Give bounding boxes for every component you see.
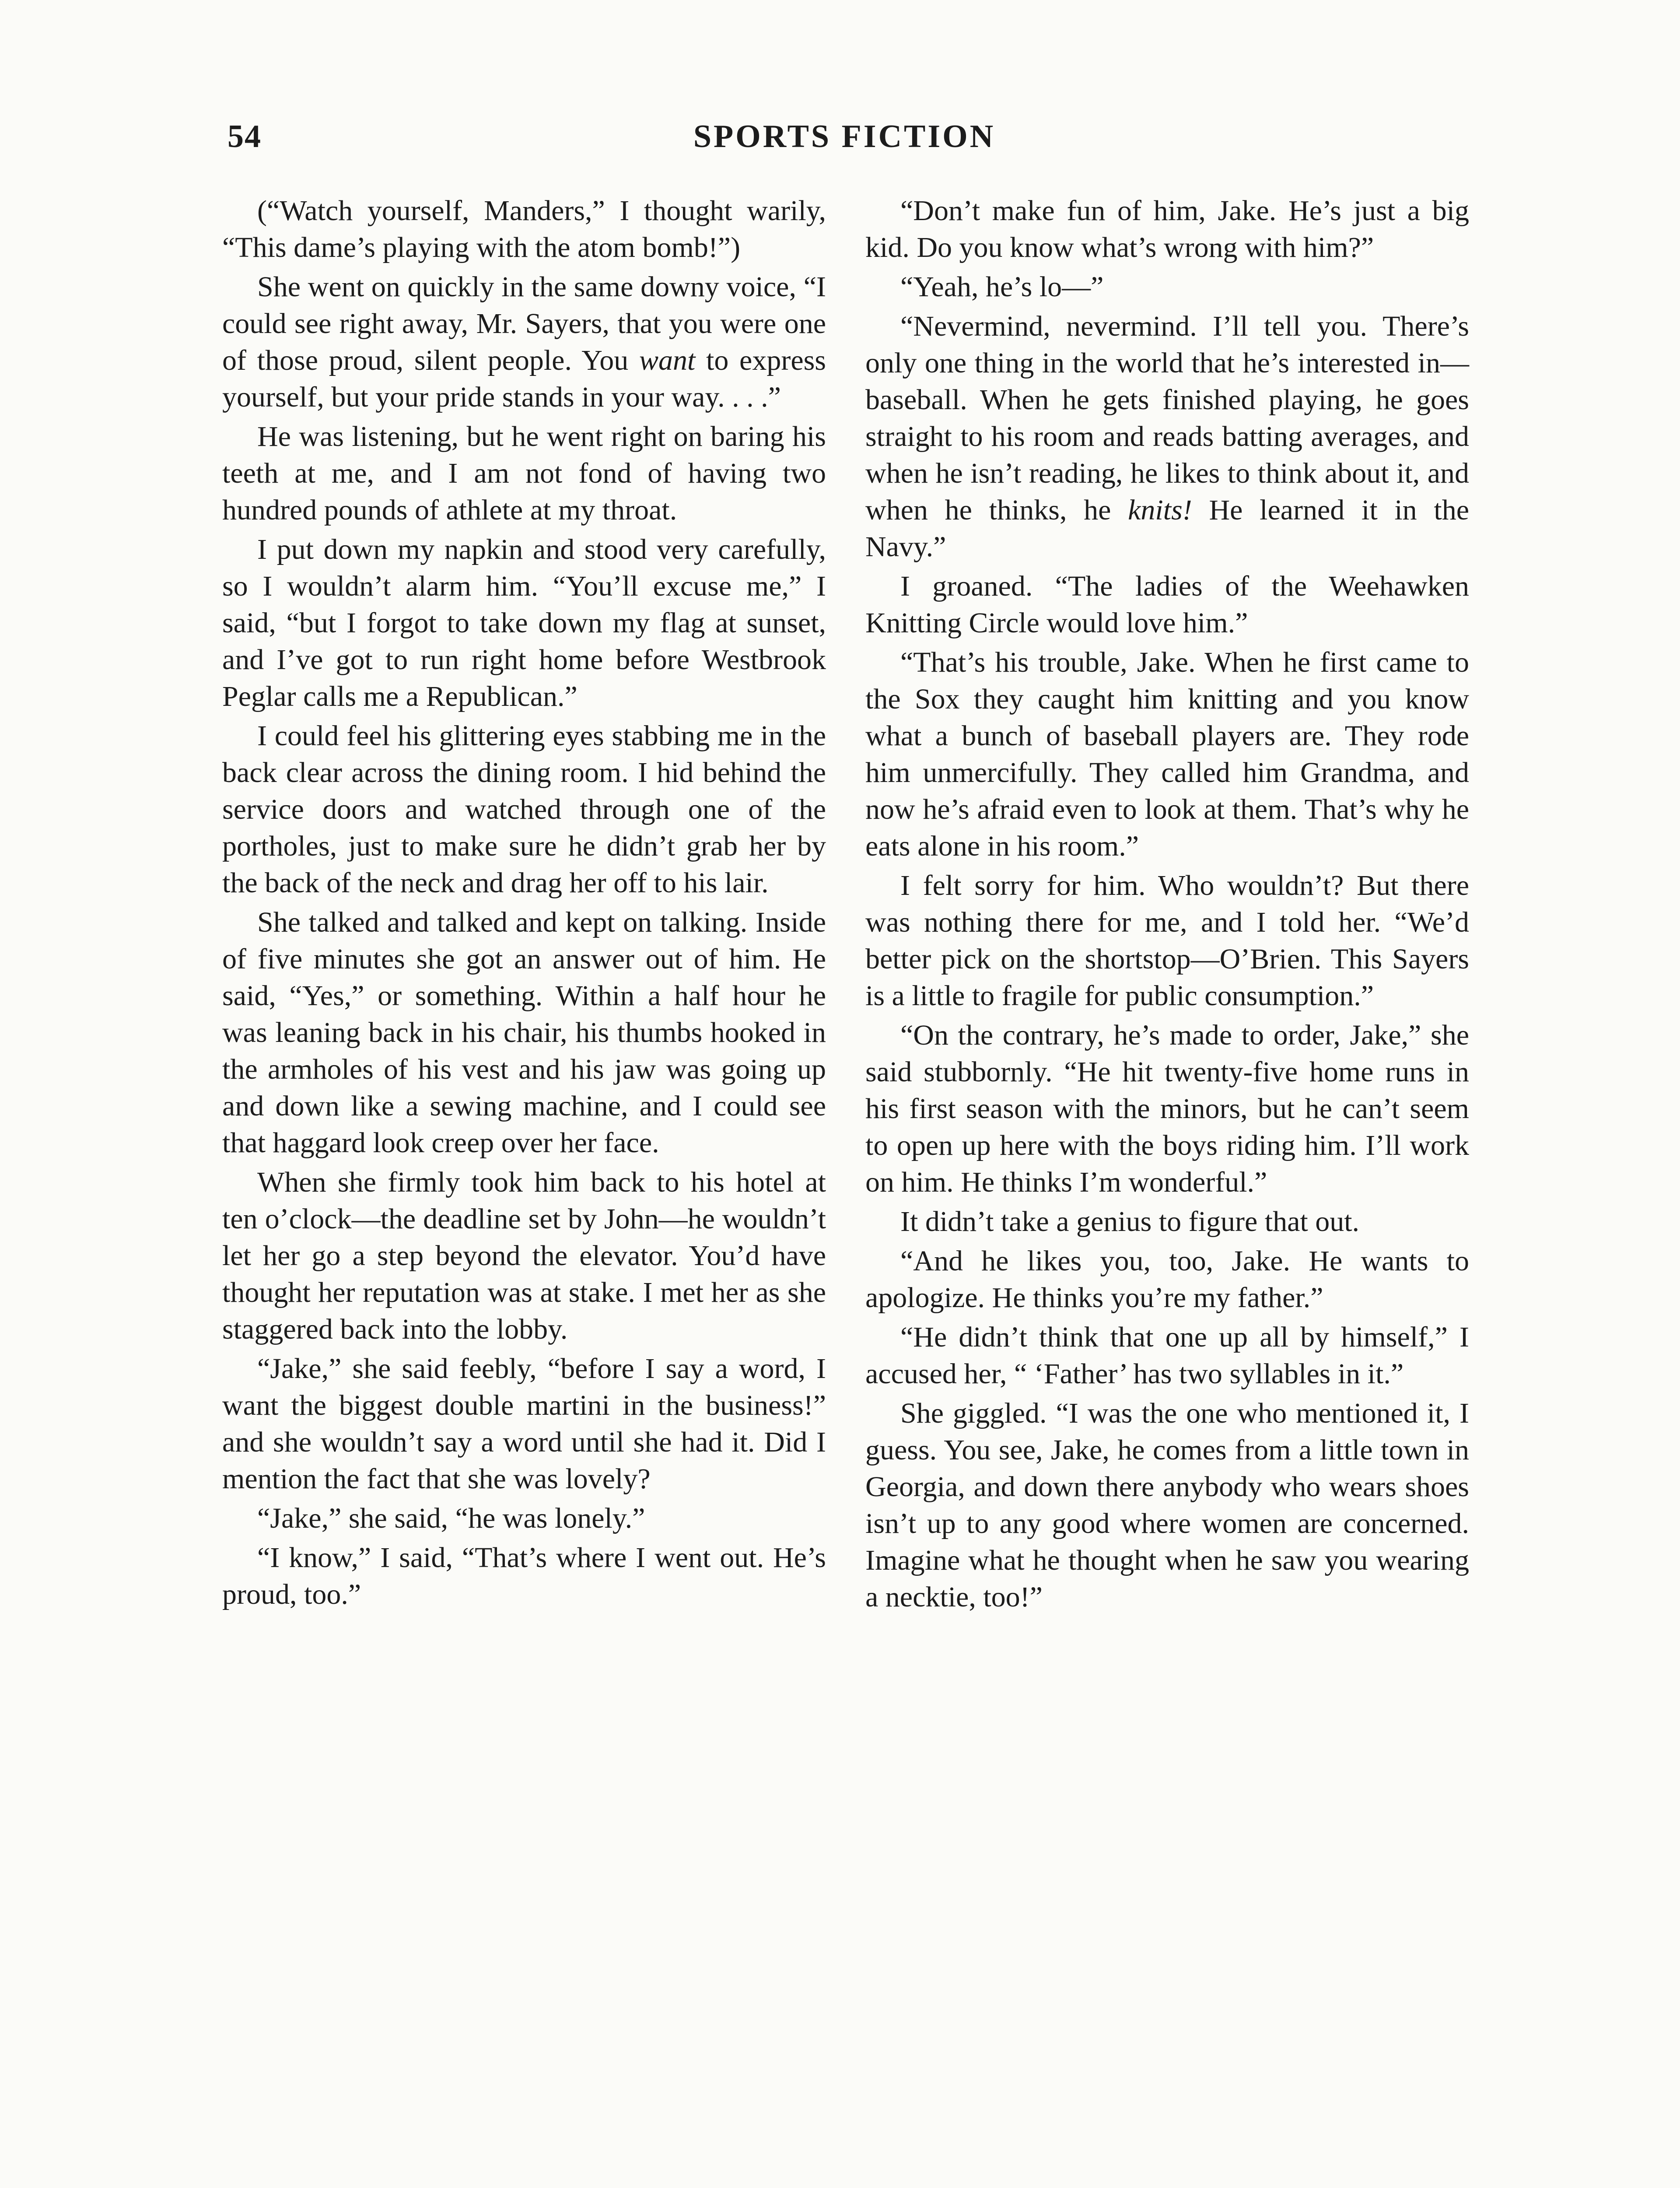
paragraph: “Don’t make fun of him, Jake. He’s just a big kid. Do you know what’s wrong with him?” [865, 195, 1469, 263]
running-head [228, 118, 1461, 166]
paragraph-text: He learned it in the Navy.” [865, 494, 1469, 563]
magazine-title: SPORTS FICTION [693, 119, 996, 154]
paragraph-text: “Nevermind, nevermind. I’ll tell you. There’s only one thing in the world that he’s interested in—baseball. When he gets finished playing, he goes straight to his room and reads batting averages, and when he isn’t reading, he likes to think about it, and when he thinks, he [865, 310, 1469, 526]
paragraph: When she firmly took him back to his hotel at ten o’clock—the deadline set by John—he wouldn’t let her go a step beyond the elevator. You’d have thought her reputation was at stake. I met her as she staggered back into the lobby. [222, 1166, 826, 1345]
page-number: 54 [228, 119, 262, 154]
paragraph: She giggled. “I was the one who mentioned it, I guess. You see, Jake, he comes from a little town in Georgia, and down there anybody who wears shoes isn’t up to any good where women are concerned. Imagine what he thought when he saw you wearing a necktie, too!” [865, 1397, 1469, 1613]
paragraph: She talked and talked and kept on talking. Inside of five minutes she got an answer out of him. He said, “Yes,” or something. Within a half hour he was leaning back in his chair, his thumbs hooked in the armholes of his vest and his jaw was going up and down like a sewing machine, and I could see that haggard look creep over her face. [222, 906, 826, 1159]
paragraph: It didn’t take a genius to figure that out. [900, 1206, 1360, 1238]
paragraph: “Jake,” she said, “he was lonely.” [257, 1502, 645, 1534]
paragraph: “Yeah, he’s lo—” [900, 271, 1104, 303]
paragraph [222, 269, 826, 416]
emphasized-word: want [639, 344, 696, 376]
paragraph: I felt sorry for him. Who wouldn’t? But there was nothing there for me, and I told her. “We’d better pick on the shortstop—O’Brien. This Sayers is a little to fragile for public consumption.” [865, 870, 1469, 1012]
emphasized-word: knits! [1128, 494, 1192, 526]
paragraph: “I know,” I said, “That’s where I went out. He’s proud, too.” [222, 1542, 826, 1610]
right-text-column [865, 193, 1469, 1618]
paragraph: “And he likes you, too, Jake. He wants to apologize. He thinks you’re my father.” [865, 1245, 1469, 1314]
paragraph: “He didn’t think that one up all by himself,” I accused her, “ ‘Father’ has two syllables in it.” [865, 1321, 1469, 1390]
paragraph: I groaned. “The ladies of the Weehawken Knitting Circle would love him.” [865, 570, 1469, 639]
paragraph: He was listening, but he went right on baring his teeth at me, and I am not fond of having two hundred pounds of athlete at my throat. [222, 421, 826, 526]
paragraph: “On the contrary, he’s made to order, Jake,” she said stubbornly. “He hit twenty-five home runs in his first season with the minors, but he can’t seem to open up here with the boys riding him. I’ll work on him. He thinks I’m wonderful.” [865, 1019, 1469, 1198]
paragraph: “Jake,” she said feebly, “before I say a word, I want the biggest double martini in the business!” and she wouldn’t say a word until she had it. Did I mention the fact that she was lovely? [222, 1353, 826, 1495]
left-text-column [222, 193, 826, 1616]
paragraph: I put down my napkin and stood very carefully, so I wouldn’t alarm him. “You’ll excuse me,” I said, “but I forgot to take down my flag at sunset, and I’ve got to run right home before Westbrook Peglar calls me a Republican.” [222, 533, 826, 712]
paragraph: “That’s his trouble, Jake. When he first came to the Sox they caught him knitting and you know what a bunch of baseball players are. They rode him unmercifully. They called him Grandma, and now he’s afraid even to look at them. That’s why he eats alone in his room.” [865, 646, 1469, 862]
paragraph: I could feel his glittering eyes stabbing me in the back clear across the dining room. I hid behind the service doors and watched through one of the portholes, just to make sure he didn’t grab her by the back of the neck and drag her off to his lair. [222, 720, 826, 899]
paragraph: (“Watch yourself, Manders,” I thought warily, “This dame’s playing with the atom bomb!”) [222, 195, 826, 263]
paragraph-text: She went on quickly in the same downy voice, “I could see right away, Mr. Sayers, that you were one of those proud, silent people. You [222, 271, 826, 376]
paragraph [865, 308, 1469, 565]
paragraph-text: to express yourself, but your pride stands in your way. . . .” [222, 344, 826, 413]
